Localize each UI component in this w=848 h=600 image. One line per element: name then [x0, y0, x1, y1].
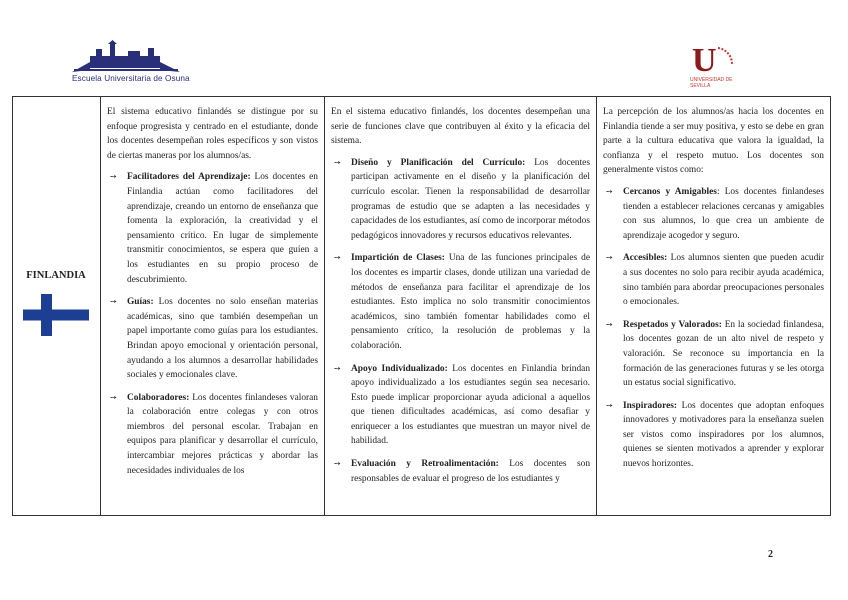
item-text: Los docentes no solo enseñan materias académicas, sino que también desempeñan un papel importante como guías para los estudiantes. Brindan apoyo emocional y orientación personal, ayudando a los alumnos a desarrollar habilidades sociales y emocionales clave. [127, 297, 318, 381]
item-title: Facilitadores del Aprendizaje: [127, 172, 251, 183]
item-text: Los alumnos sienten que pueden acudir a sus docentes no solo para recibir ayuda académica, sino también para abordar preocupaciones personales o emocionales. [623, 253, 824, 308]
seal-ring-icon [688, 42, 734, 82]
page-number: 2 [768, 549, 773, 560]
item-title: Apoyo Individualizado: [351, 363, 448, 374]
item-title: Colaboradores: [127, 392, 190, 403]
column-intro: La percepción de los alumnos/as hacia los docentes en Finlandia tiende a ser muy positiva, y esto se debe en gran parte a la cultura educativa que valora la igualdad, la confianza y el respeto mutuo. Los docentes son generalmente vistos como: [603, 107, 824, 176]
list-item [331, 457, 590, 486]
arrow-bullet-icon: ➙ [606, 186, 613, 196]
country-name: FINLANDIA [26, 270, 86, 281]
list-item [603, 318, 824, 391]
roles-column [101, 97, 325, 516]
comparison-table [12, 96, 831, 516]
item-text: En la sociedad finlandesa, los docentes gozan de un alto nivel de respeto y valoración. Se reconoce su importancia en la formación de las generaciones futuras y se les otorga un estatus social significativo. [623, 319, 824, 389]
us-monogram: U [692, 42, 717, 79]
column-intro: En el sistema educativo finlandés, los docentes desempeñan una serie de funciones clave que contribuyen al éxito y la eficacia del sistema. [331, 107, 590, 147]
list-item [107, 295, 318, 383]
bullet-list [331, 156, 590, 486]
escuela-osuna-logo [70, 40, 190, 84]
item-text: Los docentes participan activamente en el diseño y la planificación del currículo escolar. Tienen la responsabilidad de desarrollar programas de estudio que se adapten a las necesidades y capacidades de los estudiantes, así como de incorporar métodos pedagógicos innovadores y recursos educativos relevantes. [351, 157, 590, 241]
item-text: Los docentes son responsables de evaluar el progreso de los estudiantes y [351, 459, 590, 484]
list-item [331, 156, 590, 244]
item-title: Cercanos y Amigables [623, 186, 717, 197]
page-header [0, 0, 848, 96]
country-cell [13, 97, 101, 516]
list-item [603, 399, 824, 472]
list-item [107, 391, 318, 479]
item-text: : Los docentes finlandeses tienden a establecer relaciones cercanas y amigables con sus alumnos, lo que crea un ambiente de aprendizaje acogedor y seguro. [623, 186, 824, 241]
column-intro: El sistema educativo finlandés se distingue por su enfoque progresista y centrado en el estudiante, donde los docentes desempeñan roles específicos y son vistos de ciertas maneras por los alumnos/as. [107, 107, 318, 161]
list-item [603, 185, 824, 243]
arrow-bullet-icon: ➙ [606, 253, 613, 263]
universidad-sevilla-logo [688, 42, 734, 89]
perception-column [597, 97, 831, 516]
left-logo-caption: Escuela Universitaria de Osuna [72, 74, 190, 83]
castle-icon [70, 40, 182, 76]
bullet-list [107, 170, 318, 478]
arrow-bullet-icon: ➙ [334, 363, 341, 373]
item-text: Los docentes finlandeses valoran la colaboración entre colegas y con otros miembros del personal escolar. Trabajan en equipos para planificar y desarrollar el currículo, intercambiar mejores prácticas y abordar las necesidades individuales de los [127, 392, 318, 476]
arrow-bullet-icon: ➙ [334, 157, 341, 167]
arrow-bullet-icon: ➙ [110, 392, 117, 402]
item-title: Inspiradores: [623, 400, 678, 411]
bullet-list [603, 185, 824, 472]
arrow-bullet-icon: ➙ [110, 172, 117, 182]
item-title: Guías: [127, 297, 154, 308]
right-logo-sub: UNIVERSIDAD DE SEVILLA [690, 77, 733, 89]
item-text: Los docentes en Finlandia actúan como facilitadores del aprendizaje, creando un entorno de enseñanza que fomenta la exploración, la creatividad y el pensamiento crítico. En lugar de simplemente transmitir conocimientos, se espera que guíen a los estudiantes en su propio proceso de descubrimiento. [127, 172, 318, 285]
item-title: Respetados y Valorados: [623, 319, 722, 330]
list-item [331, 362, 590, 450]
arrow-bullet-icon: ➙ [110, 297, 117, 307]
list-item [331, 251, 590, 353]
item-title: Impartición de Clases: [351, 253, 445, 264]
arrow-bullet-icon: ➙ [334, 253, 341, 263]
list-item [107, 170, 318, 287]
list-item [603, 251, 824, 309]
finland-flag-icon [23, 294, 89, 336]
arrow-bullet-icon: ➙ [334, 459, 341, 469]
arrow-bullet-icon: ➙ [606, 319, 613, 329]
item-text: Los docentes en Finlandia brindan apoyo individualizado a los estudiantes según sea necesario. Esto puede implicar proporcionar ayuda adicional a aquellos que tienen dificultades académicas, así como desafiar y enriquecer a los estudiantes que muestran un mayor nivel de habilidad. [351, 363, 590, 447]
functions-column [325, 97, 597, 516]
item-title: Accesibles: [623, 253, 668, 264]
item-title: Diseño y Planificación del Currículo: [351, 157, 526, 168]
item-text: Los docentes que adoptan enfoques innovadores y motivadores para la enseñanza suelen ser vistos como inspiradores por los alumnos, quienes se sienten motivados a aprender y explorar nuevos horizontes. [623, 400, 824, 470]
item-title: Evaluación y Retroalimentación: [351, 459, 499, 470]
arrow-bullet-icon: ➙ [606, 400, 613, 410]
item-text: Una de las funciones principales de los docentes es impartir clases, donde utilizan una variedad de métodos de enseñanza para facilitar el aprendizaje de los estudiantes. Esto implica no solo transmitir conocimientos académicos, sino también fomentar habilidades como el pensamiento crítico, la resolución de problemas y la colaboración. [351, 253, 590, 351]
